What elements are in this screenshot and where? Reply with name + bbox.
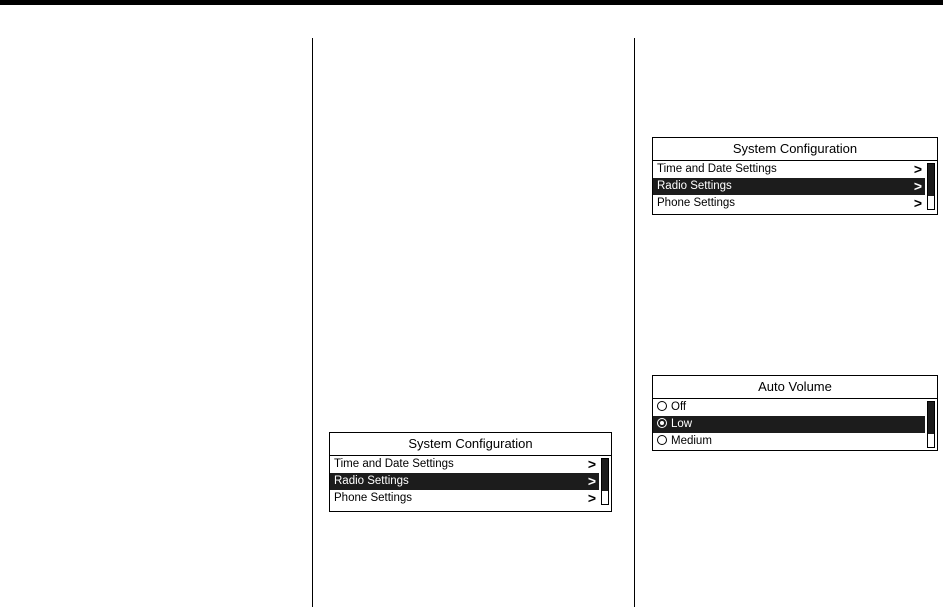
scrollbar[interactable]: [927, 163, 935, 210]
menu-item-phone-settings[interactable]: [330, 490, 599, 507]
menu-item-time-and-date-settings[interactable]: [653, 161, 925, 178]
menu-list: [330, 456, 611, 507]
system-configuration-screen-right: [652, 137, 938, 215]
menu-item-label: Radio Settings: [334, 475, 409, 487]
radio-option-label: Medium: [671, 435, 712, 447]
radio-option-off[interactable]: [653, 399, 925, 416]
radio-option-label: Off: [671, 401, 687, 413]
menu-item-phone-settings[interactable]: [653, 195, 925, 212]
column-divider-left: [312, 38, 313, 607]
menu-item-label: Phone Settings: [334, 492, 413, 504]
screen-title: System Configuration: [330, 433, 611, 456]
chevron-right-icon: >: [913, 195, 922, 211]
auto-volume-screen: [652, 375, 938, 451]
scrollbar-thumb[interactable]: [928, 402, 934, 434]
chevron-right-icon: >: [587, 456, 596, 472]
menu-item-label: Time and Date Settings: [334, 458, 454, 470]
menu-item-time-and-date-settings[interactable]: [330, 456, 599, 473]
radio-button-icon: [657, 401, 667, 411]
radio-button-icon: [657, 435, 667, 445]
radio-option-label: Low: [671, 418, 693, 430]
screen-title: System Configuration: [653, 138, 937, 161]
radio-button-selected-icon: [657, 418, 667, 428]
chevron-right-icon: >: [587, 473, 596, 489]
menu-item-radio-settings[interactable]: [653, 178, 925, 195]
screen-title: Auto Volume: [653, 376, 937, 399]
menu-item-label: Time and Date Settings: [657, 163, 777, 175]
scrollbar-thumb[interactable]: [602, 459, 608, 491]
chevron-right-icon: >: [913, 161, 922, 177]
page-top-rule: [0, 0, 943, 5]
radio-option-medium[interactable]: [653, 433, 925, 450]
chevron-right-icon: >: [587, 490, 596, 506]
chevron-right-icon: >: [913, 178, 922, 194]
radio-option-low[interactable]: [653, 416, 925, 433]
scrollbar[interactable]: [927, 401, 935, 448]
menu-item-label: Radio Settings: [657, 180, 732, 192]
radio-option-list: [653, 399, 937, 450]
menu-item-label: Phone Settings: [657, 197, 736, 209]
system-configuration-screen-middle: [329, 432, 612, 512]
scrollbar-thumb[interactable]: [928, 164, 934, 196]
column-divider-right: [634, 38, 635, 607]
scrollbar[interactable]: [601, 458, 609, 505]
menu-item-radio-settings[interactable]: [330, 473, 599, 490]
menu-list: [653, 161, 937, 212]
